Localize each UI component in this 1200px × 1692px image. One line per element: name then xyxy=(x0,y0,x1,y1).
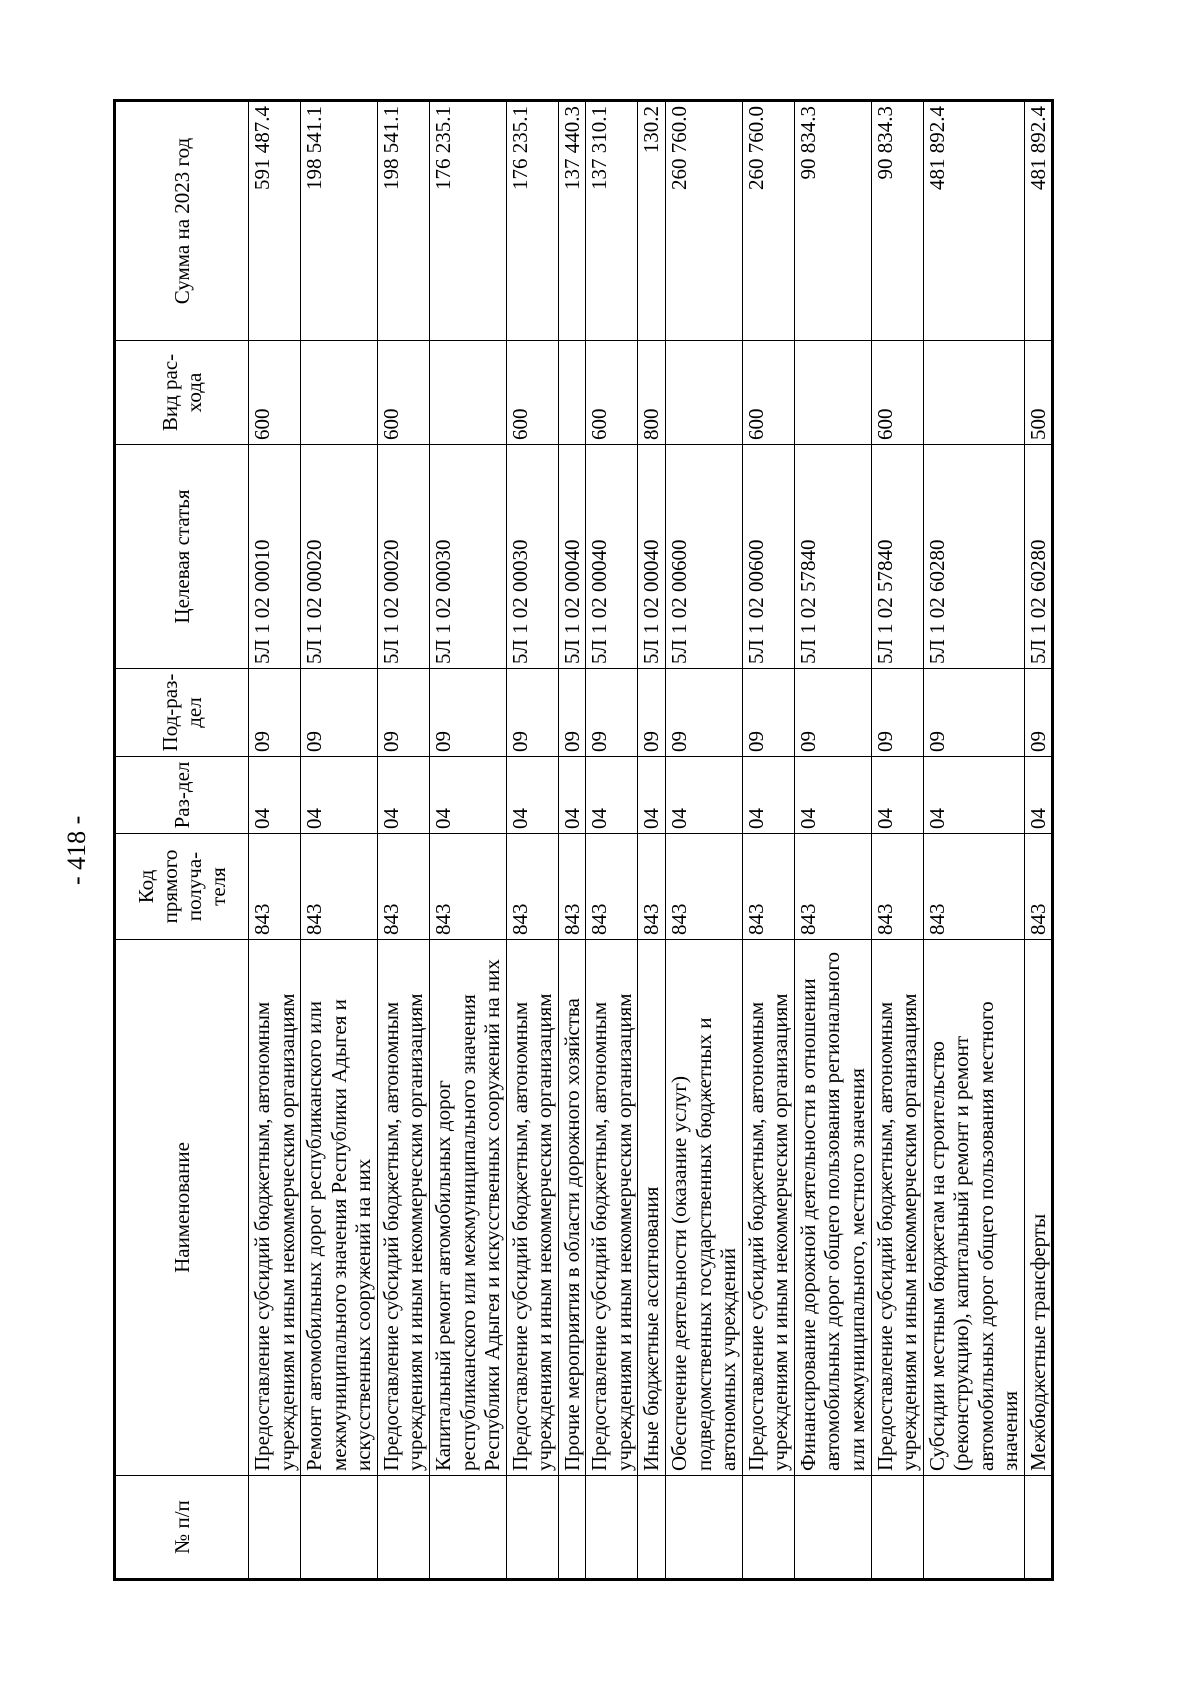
table-row xyxy=(301,101,378,1580)
cell-section: 04 xyxy=(794,757,871,834)
header-target-item: Целевая статья xyxy=(115,445,249,669)
cell-expense-type: 600 xyxy=(377,341,429,445)
cell-recipient-code: 843 xyxy=(1024,834,1053,940)
budget-table xyxy=(113,99,1054,1581)
cell-subsection: 09 xyxy=(377,669,429,757)
cell-name: Предоставление субсидий бюджетным, автономным учреждениям и иным некоммерческим организациям xyxy=(377,940,429,1476)
cell-sum: 137 310.1 xyxy=(586,101,638,341)
table-row xyxy=(666,101,743,1580)
cell-subsection: 09 xyxy=(249,669,301,757)
cell-subsection: 09 xyxy=(666,669,743,757)
table-row xyxy=(1024,101,1053,1580)
cell-expense-type: 600 xyxy=(871,341,923,445)
table-row xyxy=(377,101,429,1580)
header-name: Наименование xyxy=(115,940,249,1476)
cell-recipient-code: 843 xyxy=(871,834,923,940)
cell-name: Капитальный ремонт автомобильных дорог республиканского или межмуниципального значения Республики Адыгея и искусственных сооружений на них xyxy=(429,940,506,1476)
cell-subsection: 09 xyxy=(923,669,1024,757)
cell-expense-type xyxy=(301,341,378,445)
cell-section: 04 xyxy=(377,757,429,834)
cell-section: 04 xyxy=(429,757,506,834)
cell-expense-type: 600 xyxy=(506,341,558,445)
header-subsection: Под-раз-дел xyxy=(115,669,249,757)
cell-target-item: 5Л 1 02 57840 xyxy=(871,445,923,669)
cell-recipient-code: 843 xyxy=(638,834,666,940)
cell-expense-type xyxy=(794,341,871,445)
cell-expense-type: 500 xyxy=(1024,341,1053,445)
cell-target-item: 5Л 1 02 00600 xyxy=(666,445,743,669)
cell-name: Предоставление субсидий бюджетным, автономным учреждениям и иным некоммерческим организациям xyxy=(871,940,923,1476)
cell-recipient-code: 843 xyxy=(794,834,871,940)
cell-target-item: 5Л 1 02 60280 xyxy=(923,445,1024,669)
table-body xyxy=(249,101,1053,1580)
cell-recipient-code: 843 xyxy=(586,834,638,940)
cell-target-item: 5Л 1 02 00030 xyxy=(506,445,558,669)
cell-section: 04 xyxy=(871,757,923,834)
table-row xyxy=(506,101,558,1580)
cell-subsection: 09 xyxy=(506,669,558,757)
cell-sum: 198 541.1 xyxy=(377,101,429,341)
cell-num xyxy=(1024,1476,1053,1580)
cell-target-item: 5Л 1 02 00020 xyxy=(301,445,378,669)
cell-name: Межбюджетные трансферты xyxy=(1024,940,1053,1476)
cell-target-item: 5Л 1 02 60280 xyxy=(1024,445,1053,669)
cell-section: 04 xyxy=(742,757,794,834)
cell-target-item: 5Л 1 02 00040 xyxy=(558,445,586,669)
cell-target-item: 5Л 1 02 00040 xyxy=(638,445,666,669)
cell-recipient-code: 843 xyxy=(377,834,429,940)
cell-subsection: 09 xyxy=(638,669,666,757)
cell-name: Предоставление субсидий бюджетным, автономным учреждениям и иным некоммерческим организациям xyxy=(506,940,558,1476)
cell-sum: 90 834.3 xyxy=(794,101,871,341)
cell-subsection: 09 xyxy=(1024,669,1053,757)
cell-sum: 90 834.3 xyxy=(871,101,923,341)
header-recipient-code: Код прямого получа-теля xyxy=(115,834,249,940)
table-row xyxy=(586,101,638,1580)
cell-num xyxy=(249,1476,301,1580)
cell-section: 04 xyxy=(1024,757,1053,834)
cell-expense-type: 800 xyxy=(638,341,666,445)
cell-num xyxy=(742,1476,794,1580)
cell-subsection: 09 xyxy=(742,669,794,757)
cell-target-item: 5Л 1 02 00020 xyxy=(377,445,429,669)
cell-subsection: 09 xyxy=(586,669,638,757)
cell-recipient-code: 843 xyxy=(301,834,378,940)
cell-subsection: 09 xyxy=(429,669,506,757)
cell-sum: 130.2 xyxy=(638,101,666,341)
cell-num xyxy=(377,1476,429,1580)
table-row xyxy=(794,101,871,1580)
cell-recipient-code: 843 xyxy=(558,834,586,940)
cell-name: Предоставление субсидий бюджетным, автономным учреждениям и иным некоммерческим организациям xyxy=(586,940,638,1476)
cell-recipient-code: 843 xyxy=(249,834,301,940)
cell-sum: 260 760.0 xyxy=(742,101,794,341)
cell-target-item: 5Л 1 02 00030 xyxy=(429,445,506,669)
header-section: Раз-дел xyxy=(115,757,249,834)
cell-subsection: 09 xyxy=(794,669,871,757)
cell-name: Субсидии местным бюджетам на строительство (реконструкцию), капитальный ремонт и ремонт автомобильных дорог общего пользования местного значения xyxy=(923,940,1024,1476)
cell-num xyxy=(586,1476,638,1580)
cell-sum: 260 760.0 xyxy=(666,101,743,341)
cell-name: Ремонт автомобильных дорог республиканского или межмуниципального значения Республики Адыгея и искусственных сооружений на них xyxy=(301,940,378,1476)
cell-target-item: 5Л 1 02 00040 xyxy=(586,445,638,669)
page-number: - 418 - xyxy=(62,815,91,885)
cell-section: 04 xyxy=(923,757,1024,834)
cell-target-item: 5Л 1 02 57840 xyxy=(794,445,871,669)
cell-expense-type xyxy=(429,341,506,445)
cell-name: Обеспечение деятельности (оказание услуг) подведомственных государственных бюджетных и автономных учреждений xyxy=(666,940,743,1476)
cell-expense-type: 600 xyxy=(249,341,301,445)
table-row xyxy=(742,101,794,1580)
cell-expense-type xyxy=(666,341,743,445)
cell-recipient-code: 843 xyxy=(506,834,558,940)
cell-recipient-code: 843 xyxy=(923,834,1024,940)
cell-expense-type: 600 xyxy=(586,341,638,445)
cell-num xyxy=(638,1476,666,1580)
cell-section: 04 xyxy=(301,757,378,834)
cell-sum: 137 440.3 xyxy=(558,101,586,341)
header-expense-type: Вид рас-хода xyxy=(115,341,249,445)
cell-section: 04 xyxy=(558,757,586,834)
cell-num xyxy=(794,1476,871,1580)
table-row xyxy=(638,101,666,1580)
cell-sum: 176 235.1 xyxy=(506,101,558,341)
cell-section: 04 xyxy=(666,757,743,834)
table-row xyxy=(249,101,301,1580)
table-row xyxy=(558,101,586,1580)
cell-sum: 176 235.1 xyxy=(429,101,506,341)
cell-name: Иные бюджетные ассигнования xyxy=(638,940,666,1476)
cell-target-item: 5Л 1 02 00600 xyxy=(742,445,794,669)
cell-num xyxy=(301,1476,378,1580)
cell-name: Прочие мероприятия в области дорожного хозяйства xyxy=(558,940,586,1476)
cell-num xyxy=(558,1476,586,1580)
cell-subsection: 09 xyxy=(558,669,586,757)
cell-subsection: 09 xyxy=(301,669,378,757)
cell-expense-type xyxy=(923,341,1024,445)
cell-sum: 481 892.4 xyxy=(1024,101,1053,341)
cell-recipient-code: 843 xyxy=(429,834,506,940)
cell-num xyxy=(506,1476,558,1580)
cell-section: 04 xyxy=(586,757,638,834)
cell-section: 04 xyxy=(249,757,301,834)
table-row xyxy=(871,101,923,1580)
cell-section: 04 xyxy=(638,757,666,834)
cell-name: Предоставление субсидий бюджетным, автономным учреждениям и иным некоммерческим организациям xyxy=(249,940,301,1476)
table-row xyxy=(923,101,1024,1580)
cell-subsection: 09 xyxy=(871,669,923,757)
cell-sum: 481 892.4 xyxy=(923,101,1024,341)
cell-num xyxy=(666,1476,743,1580)
cell-expense-type: 600 xyxy=(742,341,794,445)
cell-name: Предоставление субсидий бюджетным, автономным учреждениям и иным некоммерческим организациям xyxy=(742,940,794,1476)
cell-recipient-code: 843 xyxy=(666,834,743,940)
cell-sum: 198 541.1 xyxy=(301,101,378,341)
cell-sum: 591 487.4 xyxy=(249,101,301,341)
cell-name: Финансирование дорожной деятельности в отношении автомобильных дорог общего пользования регионального или межмуниципального, местного значения xyxy=(794,940,871,1476)
header-sum-2023: Сумма на 2023 год xyxy=(115,101,249,341)
table-row xyxy=(429,101,506,1580)
cell-section: 04 xyxy=(506,757,558,834)
cell-recipient-code: 843 xyxy=(742,834,794,940)
cell-num xyxy=(871,1476,923,1580)
cell-expense-type xyxy=(558,341,586,445)
cell-target-item: 5Л 1 02 00010 xyxy=(249,445,301,669)
cell-num xyxy=(429,1476,506,1580)
cell-num xyxy=(923,1476,1024,1580)
table-header-row xyxy=(115,101,249,1580)
header-num: № п/п xyxy=(115,1476,249,1580)
